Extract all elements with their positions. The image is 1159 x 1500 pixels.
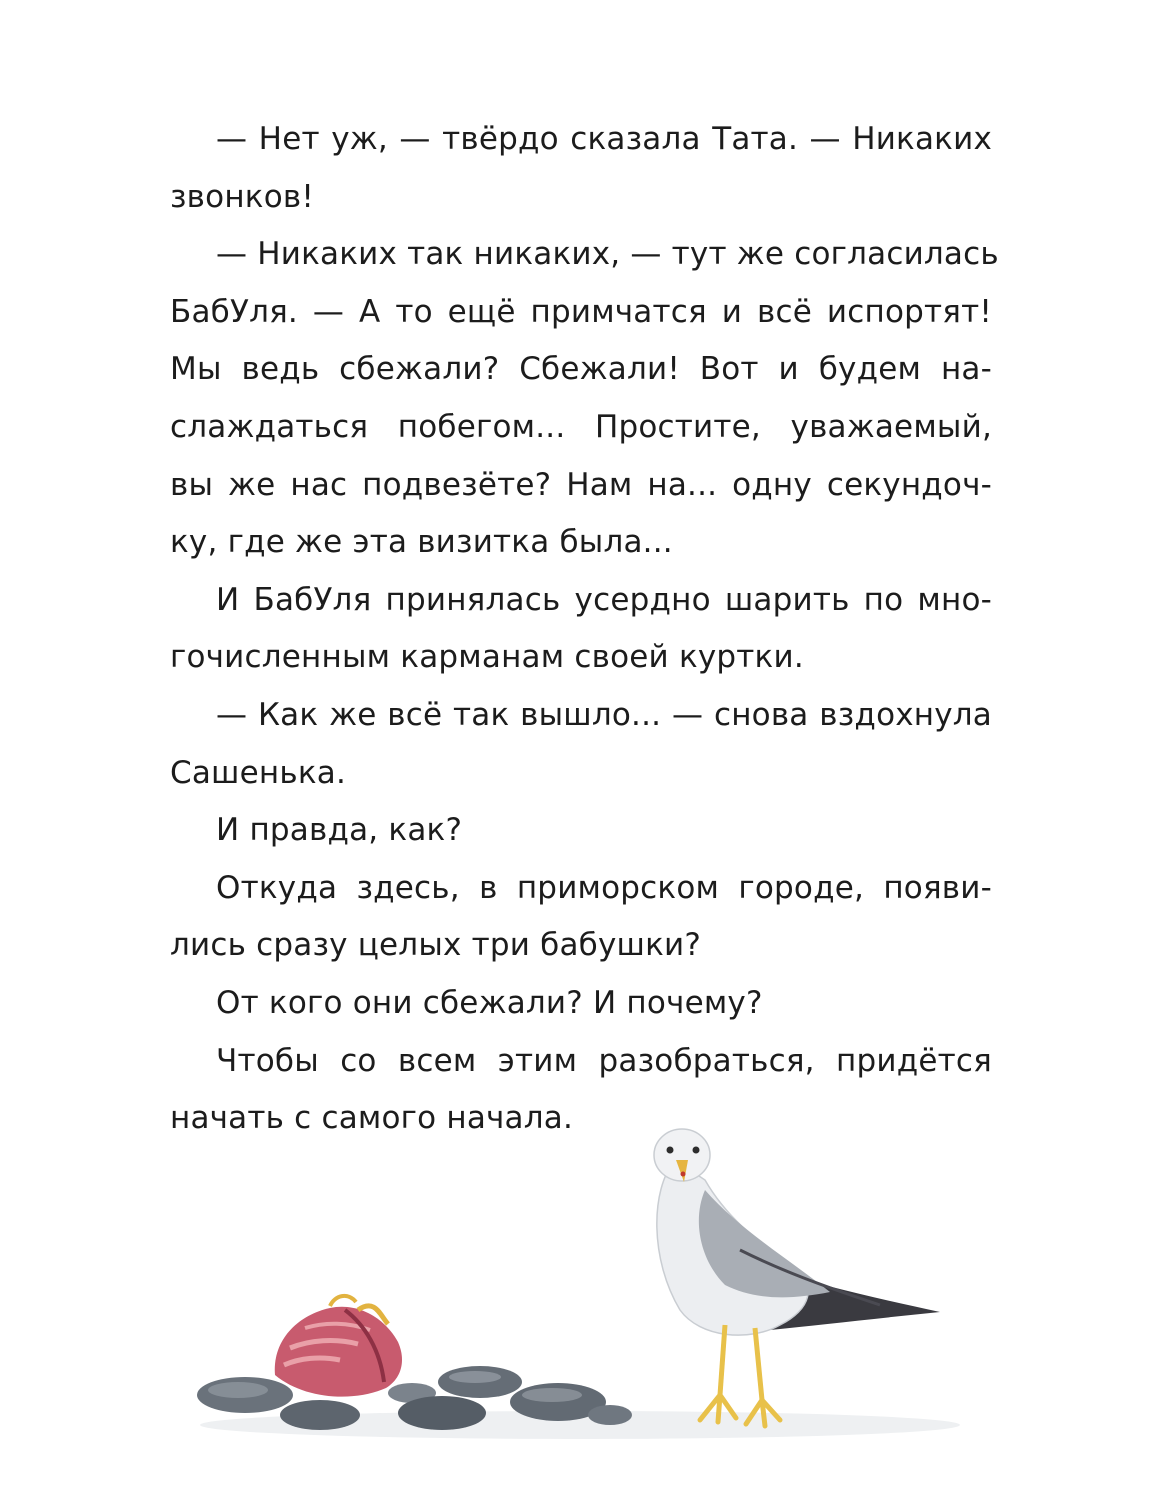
text-line: И правда, как?: [216, 812, 463, 849]
text-line: гочисленным карманам своей куртки.: [170, 639, 804, 676]
text-line: От кого они сбежали? И почему?: [216, 984, 763, 1021]
seagull: [654, 1129, 940, 1426]
text-line: Мы ведь сбежали? Сбежали! Вот и будем на-: [170, 351, 992, 388]
text-line: вы же нас подвезёте? Нам на... одну секундоч-: [170, 466, 992, 503]
seagull-eye: [667, 1147, 674, 1154]
stone: [588, 1405, 632, 1425]
stone: [449, 1371, 501, 1383]
story-text: [170, 111, 999, 1148]
text-line: — Нет уж, — твёрдо сказала Тата. — Никаких: [216, 121, 992, 157]
seagull-shell-stones-illustration: [180, 1120, 980, 1460]
seagull-leg: [720, 1325, 725, 1395]
seagull-leg: [755, 1328, 762, 1400]
stone: [398, 1396, 486, 1430]
text-line: БабУля. — А то ещё примчатся и всё испортят!: [170, 293, 992, 330]
text-line: Сашенька.: [170, 754, 346, 791]
text-line: Откуда здесь, в приморском городе, появи-: [216, 869, 992, 906]
text-line: слаждаться побегом... Простите, уважаемый,: [170, 408, 992, 445]
text-line: — Как же всё так вышло... — снова вздохнула: [216, 696, 992, 733]
stone: [522, 1388, 582, 1402]
seashell: [275, 1296, 402, 1397]
text-line: Чтобы со всем этим разобраться, придётся: [216, 1042, 992, 1079]
text-line: лись сразу целых три бабушки?: [170, 927, 701, 964]
text-line: — Никаких так никаких, — тут же согласилась: [216, 236, 999, 273]
stone: [208, 1382, 268, 1398]
seagull-eye: [693, 1147, 700, 1154]
text-line: И БабУля принялась усердно шарить по мно-: [216, 581, 992, 618]
text-line: ку, где же эта визитка была...: [170, 524, 673, 561]
stone: [280, 1400, 360, 1430]
text-line: звонков!: [170, 178, 314, 215]
text-line: начать с самого начала.: [170, 1100, 573, 1137]
